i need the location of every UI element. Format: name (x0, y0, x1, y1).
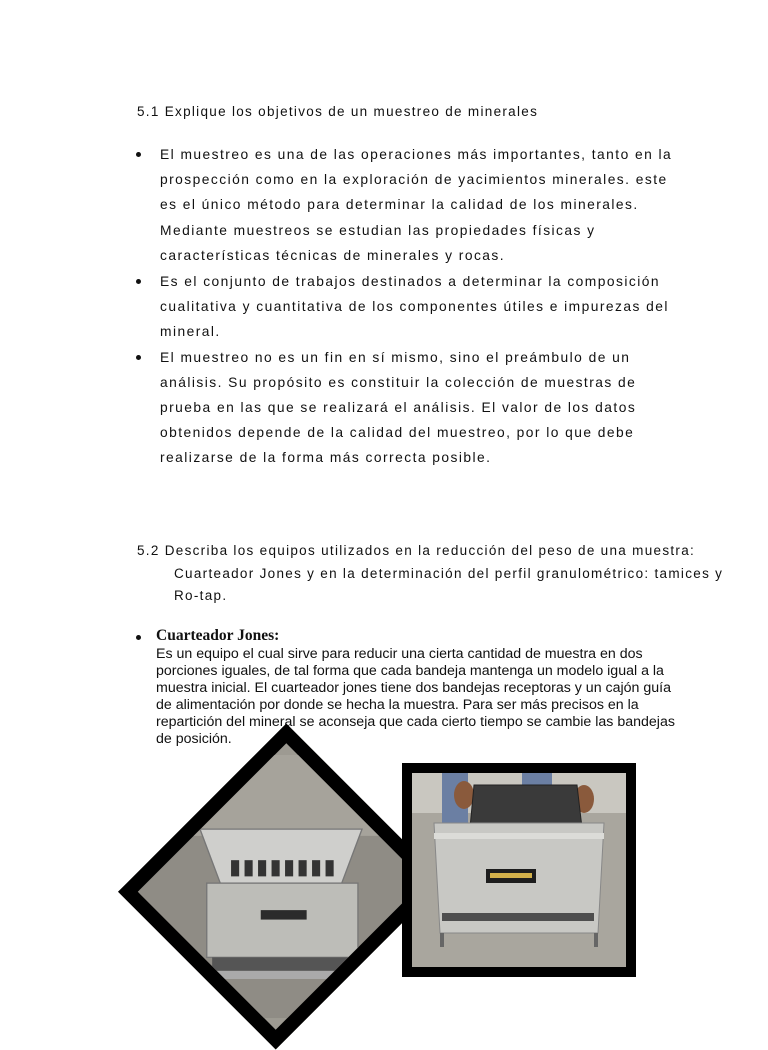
bullet-icon (136, 152, 141, 157)
question-5-1: 5.1 Explique los objetivos de un muestreo de minerales (137, 104, 539, 119)
bullet-icon (136, 635, 141, 640)
list-item-text: Es el conjunto de trabajos destinados a determinar la composición cualitativa y cuantitativa de los componentes útiles e impurezas del mineral. (160, 273, 669, 339)
list-item (136, 142, 676, 268)
splitter-illustration (139, 755, 423, 1018)
bullet-icon (136, 355, 141, 360)
list-item (136, 269, 676, 345)
section-title: Cuarteador Jones: (156, 627, 280, 644)
cuarteador-jones-section (136, 626, 676, 748)
splitter-photo (402, 763, 636, 977)
list-item-text: El muestreo es una de las operaciones más importantes, tanto en la prospección como en la exploración de yacimientos minerales. este es el único método para determinar la calidad de los minerales. Mediante muestreos se estudian las propiedades físicas y características técnicas de minerales y rocas. (160, 147, 673, 263)
section-body: Es un equipo el cual sirve para reducir una cierta cantidad de muestra en dos porciones iguales, de tal forma que cada bandeja mantenga un modelo igual a la muestra inicial. El cuarteador jones tiene dos bandejas receptoras y un cajón guía de alimentación por donde se hecha la muestra. Para ser más precisos en la repartición del mineral se aconseja que cada cierto tiempo se cambie las bandejas de posición. (156, 646, 675, 747)
bullet-icon (136, 279, 141, 284)
list-item-text: El muestreo no es un fin en sí mismo, sino el preámbulo de un análisis. Su propósito es constituir la colección de muestras de prueba en las que se realizará el análisis. El valor de los datos obtenidos depende de la calidad del muestreo, por lo que debe realizarse de la forma más correcta posible. (160, 349, 637, 466)
list-item (136, 345, 676, 471)
splitter-photo-rotated (118, 724, 444, 1050)
question-5-2: 5.2 Describa los equipos utilizados en la reducción del peso de una muestra: Cuarteador Jones y en la determinación del perfil granulométrico: tamices y Ro-tap. (137, 543, 724, 603)
objectives-list (136, 142, 676, 471)
splitter-with-tray-illustration (412, 773, 626, 967)
